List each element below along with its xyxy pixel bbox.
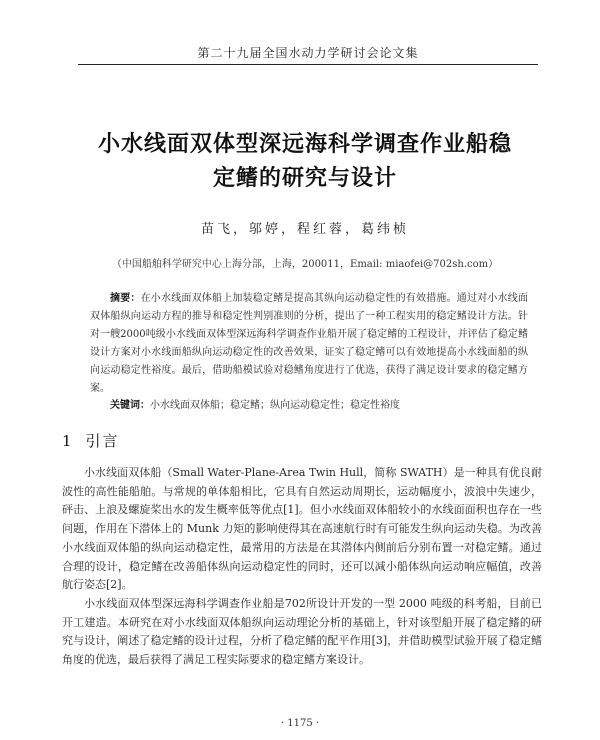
author-list: 苗飞，邬婷，程红蓉，葛纬桢 bbox=[200, 222, 409, 237]
header-rule bbox=[78, 64, 538, 65]
section-heading-introduction bbox=[62, 430, 120, 451]
running-header: 第二十九届全国水动力学研讨会论文集 bbox=[197, 46, 419, 60]
body-paragraph: 小水线面双体型深远海科学调查作业船是702所设计开发的一型 2000 吨级的科考船，目前已开工建造。本研究在对小水线面双体船纵向运动理论分析的基础上，针对该型船开展了稳定鳍的研究与设计，阐述了稳定鳍的设计过程，分析了稳定鳍的配平作用[3]，并借助模型试验开展了稳定鳍角度的优选，最后获得了满足工程实际要求的稳定鳍方案设计。 bbox=[62, 596, 542, 667]
title-line-1: 小水线面双体型深远海科学调查作业船稳 bbox=[97, 132, 512, 157]
paper-title bbox=[60, 128, 550, 196]
abstract-label: 摘要： bbox=[110, 293, 141, 304]
title-line-2: 定鳍的研究与设计 bbox=[212, 166, 397, 191]
keywords-label: 关键词： bbox=[110, 400, 150, 411]
abstract bbox=[90, 290, 528, 398]
section-number: 1 bbox=[62, 432, 74, 450]
introduction-body bbox=[62, 464, 542, 670]
abstract-text: 在小水线面双体船上加装稳定鳍是提高其纵向运动稳定性的有效措施。通过对小水线面双体船纵向运动方程的推导和稳定性判别准则的分析，提出了一种工程实用的稳定鳍设计方法。针对一艘2000吨级小水线面双体型深远海科学调查作业船开展了稳定鳍的工程设计，并评估了稳定鳍设计方案对小水线面船纵向运动稳定性的改善效果，证实了稳定鳍可以有效地提高小水线面船的纵向运动稳定性裕度。最后，借助船模试验对稳鳍角度进行了优选，获得了满足设计要求的稳定鳍方案。 bbox=[90, 293, 529, 394]
page-number: · 1175 · bbox=[280, 718, 320, 729]
keywords-text: 小水线面双体船；稳定鳍；纵向运动稳定性；稳定性裕度 bbox=[150, 400, 400, 411]
author-affiliation: （中国船舶科学研究中心上海分部，上海，200011，Email: miaofei@702sh.com） bbox=[111, 259, 499, 270]
section-title: 引言 bbox=[85, 432, 120, 450]
body-paragraph: 小水线面双体船（Small Water-Plane-Area Twin Hull，简称 SWATH）是一种具有优良耐波性的高性能船舶。与常规的单体船相比，它具有自然运动周期长，运动幅度小，波浪中失速少，砰击、上浪及螺旋桨出水的发生概率低等优点[1]。但小水线面双体船较小的水线面面积也存在一些问题，作用在下潜体上的 Munk 力矩的影响使得其在高速航行时有可能发生纵向运动失稳。为改善小水线面双体船的纵向运动稳定性，最常用的方法是在其潜体内侧前后分别布置一对稳定鳍。通过合理的设计，稳定鳍在改善船体纵向运动稳定性的同时，还可以减小船体纵向运动响应幅值，改善航行姿态[2]。 bbox=[62, 466, 542, 592]
keywords bbox=[90, 397, 528, 415]
